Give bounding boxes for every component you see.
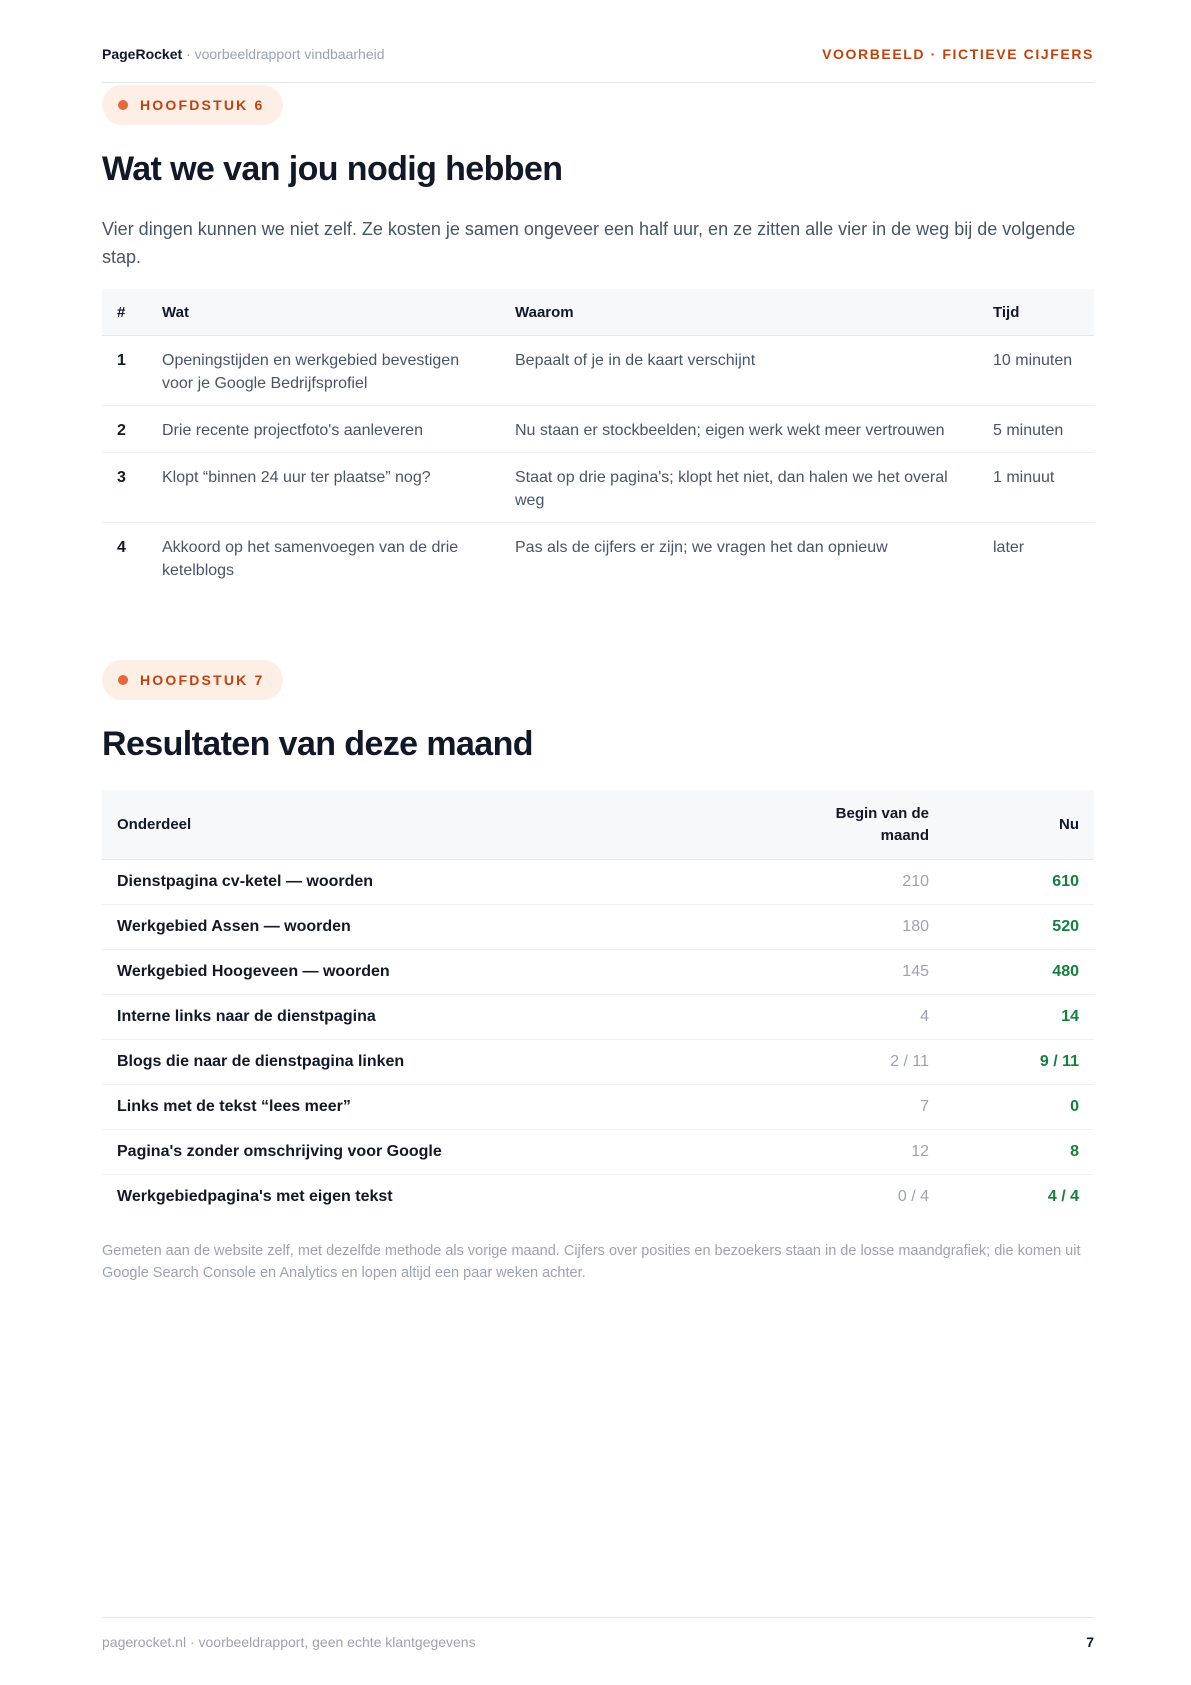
result-now: 4 / 4 — [1047, 1188, 1079, 1205]
tasks-col-number: # — [102, 289, 147, 336]
result-part: Dienstpagina cv-ketel — woorden — [102, 860, 794, 905]
tasks-col-why: Waarom — [500, 289, 978, 336]
report-page — [102, 0, 1094, 1685]
results-col-now: Nu — [944, 790, 1094, 860]
chapter-6-label: HOOFDSTUK 6 — [140, 97, 265, 113]
table-row — [102, 860, 1094, 905]
result-now: 14 — [944, 995, 1094, 1040]
tasks-header-row — [102, 289, 1094, 336]
result-now: 0 — [944, 1085, 1094, 1130]
table-row — [102, 453, 1094, 523]
result-begin: 12 — [794, 1130, 944, 1175]
result-now: 9 / 11 — [944, 1040, 1094, 1085]
page-header — [102, 46, 1094, 83]
task-number: 4 — [117, 539, 126, 556]
results-note: Gemeten aan de website zelf, met dezelfde methode als vorige maand. Cijfers over posities en bezoekers staan in de losse maandgrafiek; die komen uit Google Search Console en Analytics en lopen altijd een paar weken achter. — [102, 1243, 1081, 1281]
result-now: 8 — [944, 1130, 1094, 1175]
chapter-7-title: Resultaten van deze maand — [102, 725, 533, 763]
chapter-dot-icon — [118, 100, 128, 110]
task-time: 5 minuten — [978, 406, 1094, 453]
result-begin: 210 — [794, 860, 944, 905]
results-col-part: Onderdeel — [102, 790, 794, 860]
table-row — [102, 905, 1094, 950]
task-what: Klopt “binnen 24 uur ter plaatse” nog? — [147, 453, 500, 523]
results-header-row — [102, 790, 1094, 860]
table-row — [102, 336, 1094, 406]
page-footer — [102, 1617, 1094, 1650]
tasks-table — [102, 289, 1094, 592]
result-part: Werkgebiedpagina's met eigen tekst — [117, 1188, 393, 1205]
task-time: 10 minuten — [978, 336, 1094, 406]
task-what: Akkoord op het samenvoegen van de drie ketelblogs — [162, 539, 459, 579]
tasks-col-time: Tijd — [978, 289, 1094, 336]
result-begin: 180 — [794, 905, 944, 950]
task-what: Openingstijden en werkgebied bevestigen voor je Google Bedrijfsprofiel — [147, 336, 500, 406]
table-row — [102, 1040, 1094, 1085]
chapter-7-label: HOOFDSTUK 7 — [140, 672, 265, 688]
result-part: Werkgebied Assen — woorden — [102, 905, 794, 950]
task-why: Staat op drie pagina's; klopt het niet, dan halen we het overal weg — [500, 453, 978, 523]
result-begin: 0 / 4 — [897, 1188, 929, 1205]
result-part: Pagina's zonder omschrijving voor Google — [102, 1130, 794, 1175]
task-time: later — [993, 539, 1025, 556]
brand-subtitle: · voorbeeldrapport vindbaarheid — [182, 46, 385, 62]
result-part: Blogs die naar de dienstpagina linken — [102, 1040, 794, 1085]
result-begin: 7 — [794, 1085, 944, 1130]
header-brand-line — [102, 46, 385, 62]
brand-name: PageRocket — [102, 46, 183, 62]
task-number: 1 — [102, 336, 147, 406]
footer-text: pagerocket.nl · voorbeeldrapport, geen echte klantgegevens — [102, 1634, 476, 1650]
result-now: 610 — [944, 860, 1094, 905]
chapter-6-pill — [102, 85, 283, 125]
result-part: Werkgebied Hoogeveen — woorden — [102, 950, 794, 995]
table-row — [102, 406, 1094, 453]
result-begin: 145 — [794, 950, 944, 995]
table-row — [102, 995, 1094, 1040]
chapter-dot-icon — [118, 675, 128, 685]
table-row — [102, 950, 1094, 995]
results-col-begin: Begin van de maand — [794, 790, 944, 860]
task-number: 3 — [102, 453, 147, 523]
task-why: Pas als de cijfers er zijn; we vragen het dan opnieuw — [515, 539, 888, 556]
task-why: Bepaalt of je in de kaart verschijnt — [500, 336, 978, 406]
chapter-6-intro: Vier dingen kunnen we niet zelf. Ze kosten je samen ongeveer een half uur, en ze zitten alle vier in de weg bij de volgende stap. — [102, 219, 1076, 267]
page-number: 7 — [1086, 1634, 1094, 1650]
table-row — [102, 1130, 1094, 1175]
result-begin: 2 / 11 — [794, 1040, 944, 1085]
task-what: Drie recente projectfoto's aanleveren — [147, 406, 500, 453]
sample-badge: VOORBEELD · FICTIEVE CIJFERS — [822, 46, 1094, 62]
result-now: 480 — [944, 950, 1094, 995]
result-part: Interne links naar de dienstpagina — [102, 995, 794, 1040]
task-time: 1 minuut — [978, 453, 1094, 523]
task-number: 2 — [102, 406, 147, 453]
result-part: Links met de tekst “lees meer” — [102, 1085, 794, 1130]
table-row — [102, 1175, 1094, 1220]
chapter-7-pill — [102, 660, 283, 700]
results-table — [102, 790, 1094, 1219]
tasks-col-what: Wat — [147, 289, 500, 336]
chapter-6-title: Wat we van jou nodig hebben — [102, 150, 563, 188]
task-why: Nu staan er stockbeelden; eigen werk wekt meer vertrouwen — [500, 406, 978, 453]
table-row — [102, 523, 1094, 593]
result-begin: 4 — [794, 995, 944, 1040]
table-row — [102, 1085, 1094, 1130]
result-now: 520 — [944, 905, 1094, 950]
